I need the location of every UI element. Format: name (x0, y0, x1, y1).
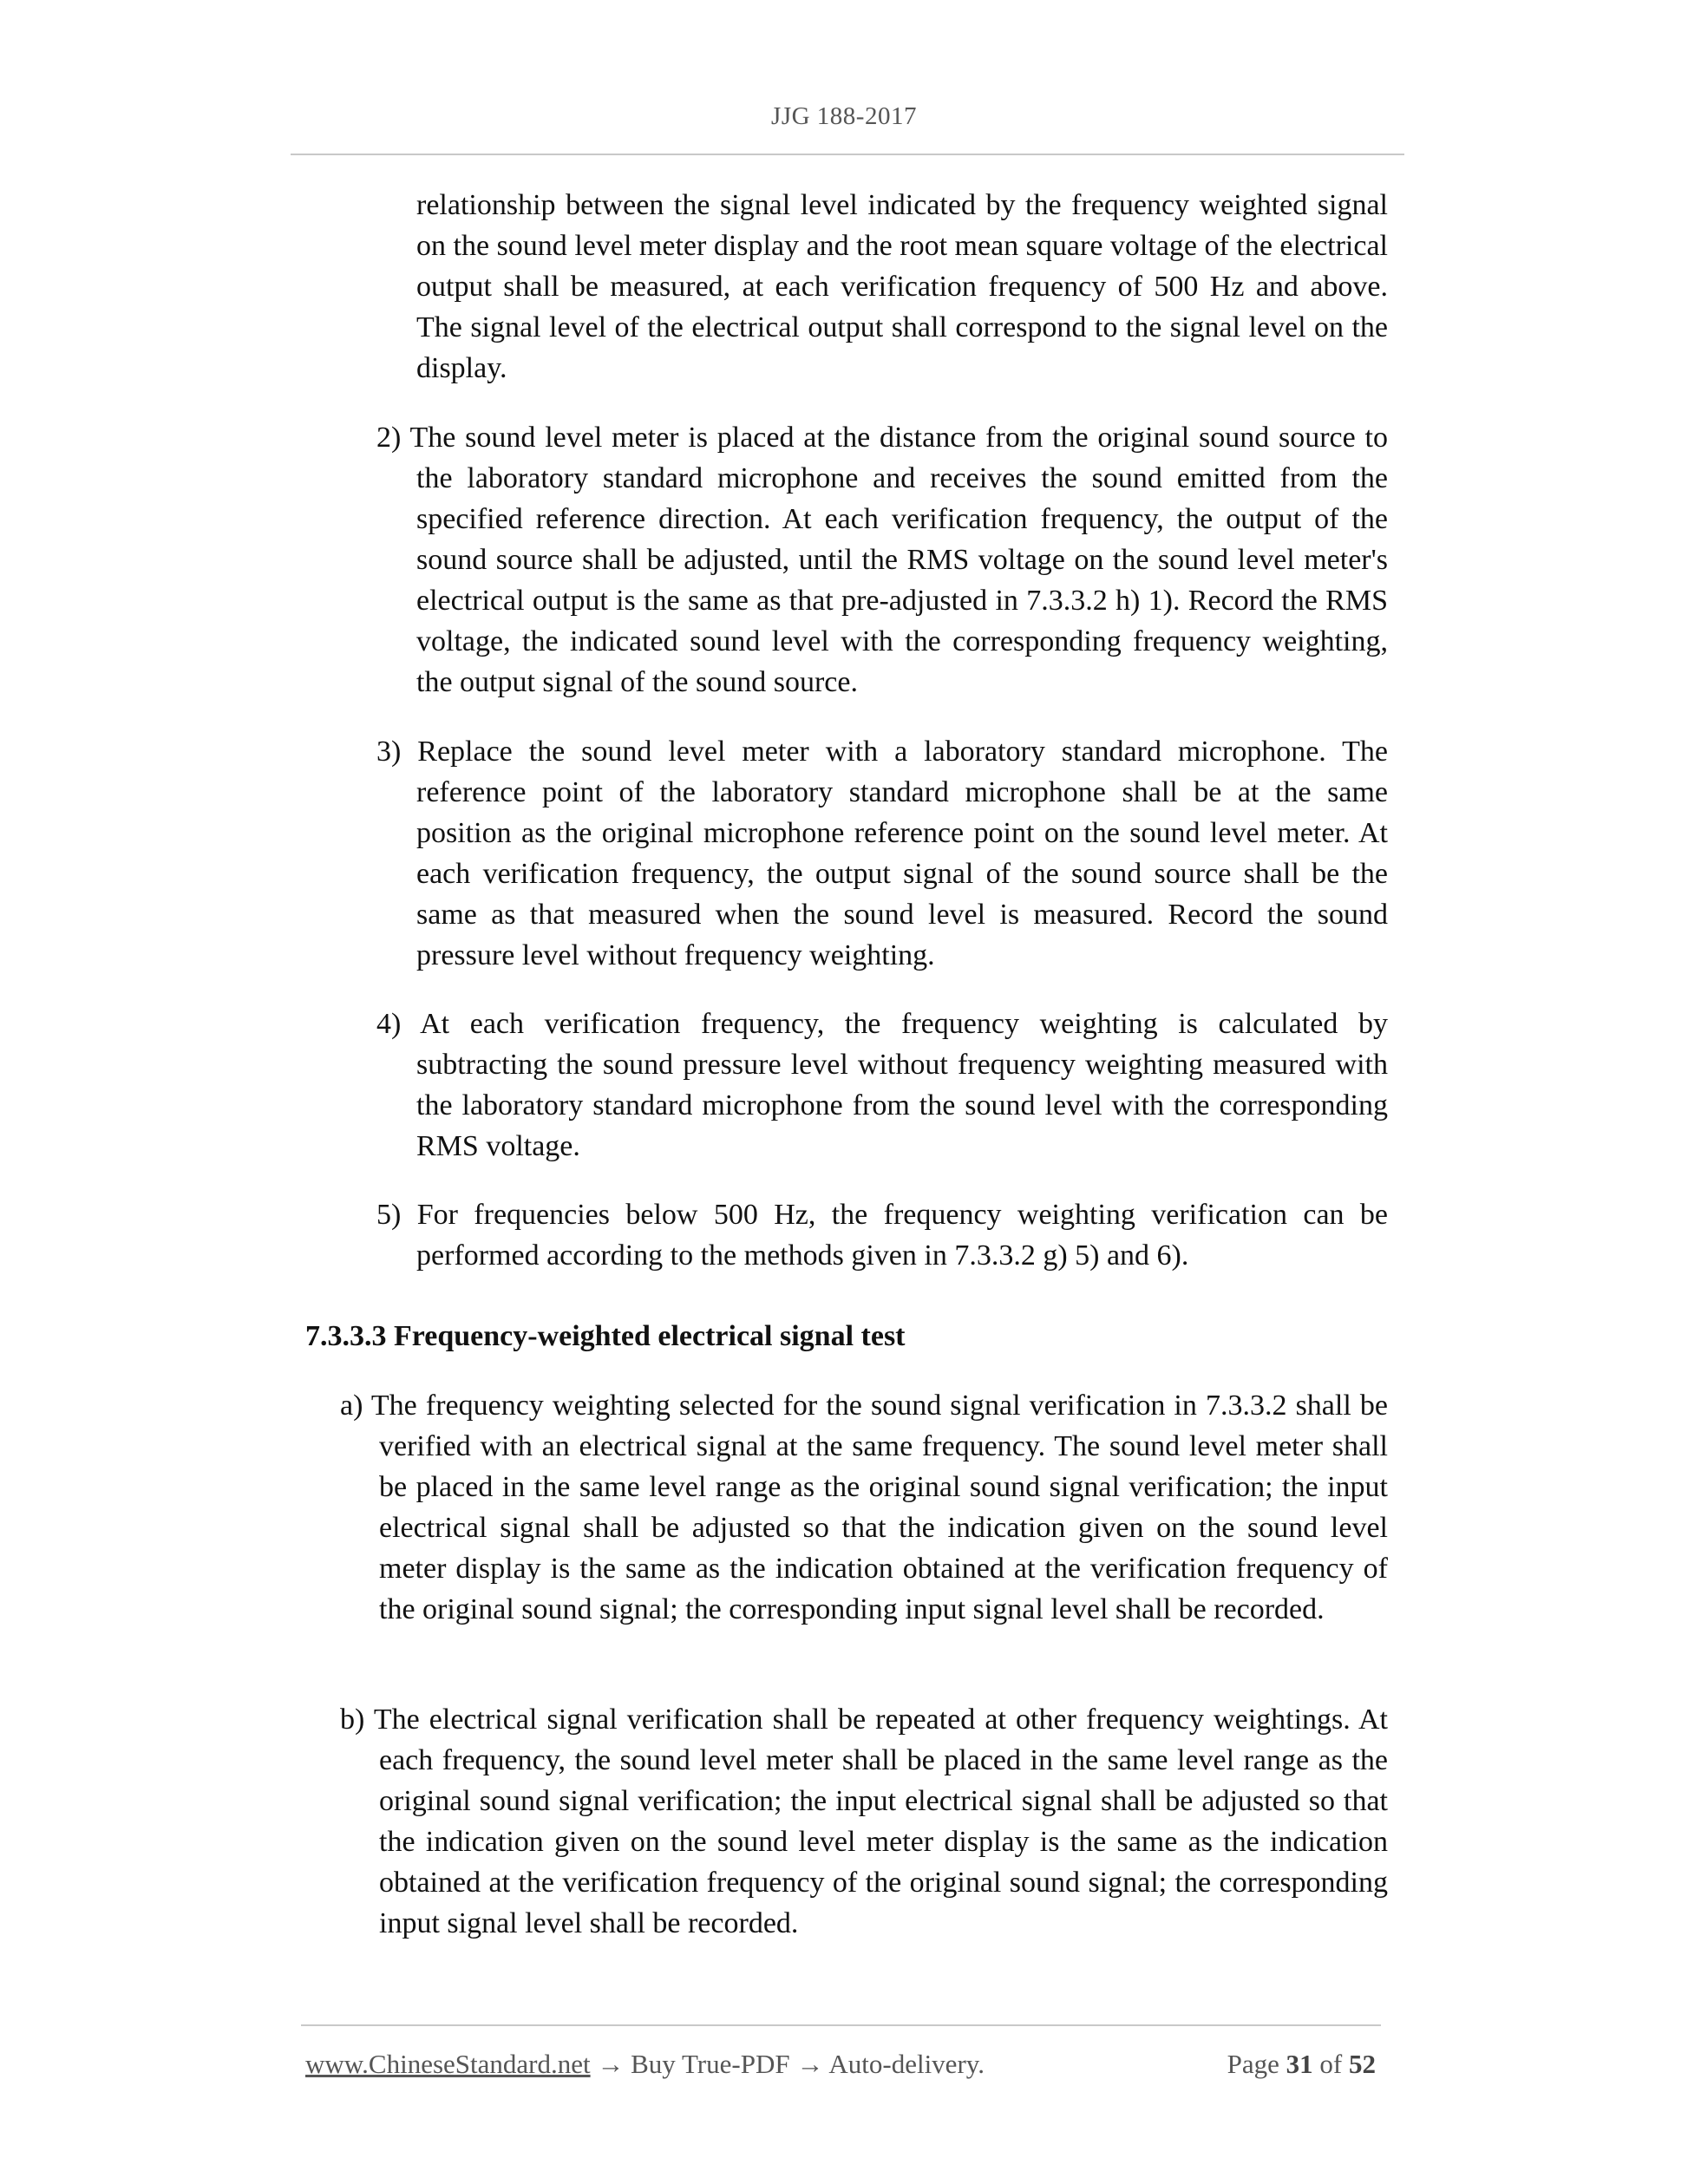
footer-divider (301, 2024, 1381, 2026)
of-word: of (1319, 2049, 1343, 2079)
list-item-5: 5) For frequencies below 500 Hz, the frequency weighting verification can be performed according to the methods given in 7.3.3.2 g) 5) and 6). (376, 1199, 1388, 1272)
footer-promo (305, 2047, 985, 2082)
list-item-a: a) The frequency weighting selected for the sound signal verification in 7.3.3.2 shall be verified with an electrical signal at the same frequency. The sound level meter shall be placed in the same level range as the original sound signal verification; the input electrical signal shall be adjusted so that the indication given on the sound level meter display is the same as the indication obtained at the verification frequency of the original sound signal; the corresponding input signal level shall be recorded. (340, 1390, 1388, 1625)
section-heading: 7.3.3.3 Frequency-weighted electrical signal test (305, 1320, 906, 1352)
footer-promo-text: → Buy True-PDF → Auto-delivery. (590, 2049, 985, 2079)
website-link[interactable]: www.ChineseStandard.net (305, 2049, 591, 2079)
page-current: 31 (1286, 2049, 1313, 2079)
page-indicator (1227, 2047, 1376, 2082)
list-item-b: b) The electrical signal verification shall be repeated at other frequency weightings. At each frequency, the sound level meter shall be placed in the same level range as the original sound signal verification; the input electrical signal shall be adjusted so that the indication given on the sound level meter display is the same as the indication obtained at the verification frequency of the original sound signal; the corresponding input signal level shall be recorded. (340, 1703, 1388, 1939)
page-word: Page (1227, 2049, 1279, 2079)
page-header: JJG 188-2017 (771, 102, 917, 130)
list-item-4: 4) At each verification frequency, the frequency weighting is calculated by subtracting the sound pressure level without frequency weighting measured with the laboratory standard microphone from the sound level with the corresponding RMS voltage. (376, 1008, 1388, 1162)
list-item-2: 2) The sound level meter is placed at the distance from the original sound source to the laboratory standard microphone and receives the sound emitted from the specified reference direction. At each verification frequency, the output of the sound source shall be adjusted, until the RMS voltage on the sound level meter's electrical output is the same as that pre-adjusted in 7.3.3.2 h) 1). Record the RMS voltage, the indicated sound level with the corresponding frequency weighting, the output signal of the sound source. (376, 422, 1388, 698)
page-total: 52 (1349, 2049, 1376, 2079)
continued-paragraph: relationship between the signal level indicated by the frequency weighted signal on the sound level meter display and the root mean square voltage of the electrical output shall be measured, at each verification frequency of 500 Hz and above. The signal level of the electrical output shall correspond to the signal level on the display. (416, 189, 1388, 384)
list-item-3: 3) Replace the sound level meter with a laboratory standard microphone. The reference point of the laboratory standard microphone shall be at the same position as the original microphone reference point on the sound level meter. At each verification frequency, the output signal of the sound source shall be the same as that measured when the sound level is measured. Record the sound pressure level without frequency weighting. (376, 736, 1388, 971)
header-divider (291, 154, 1404, 155)
